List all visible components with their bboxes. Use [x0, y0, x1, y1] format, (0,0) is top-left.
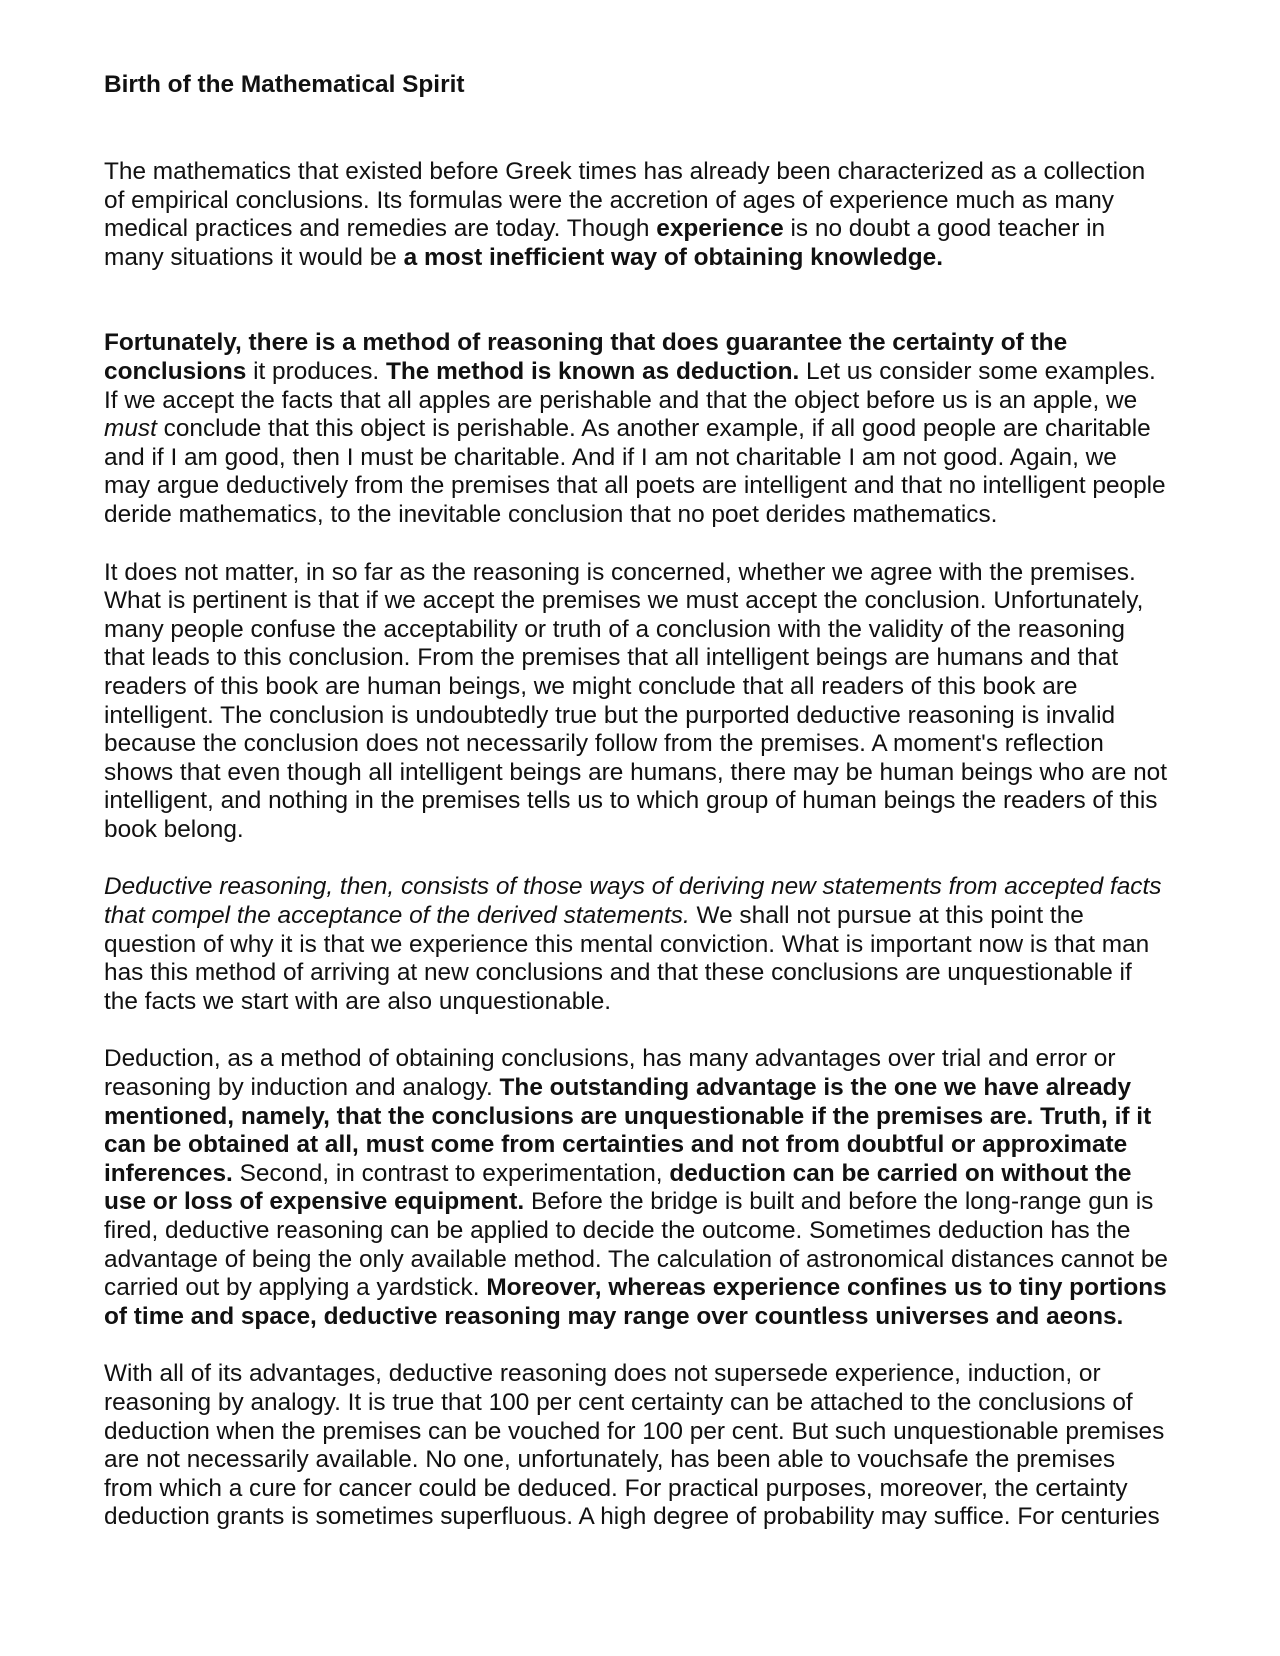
text-line: [104, 587, 1204, 616]
text-line: [104, 444, 1204, 473]
paragraph: [104, 559, 1204, 845]
text-run: medical practices and remedies are today. Though: [104, 215, 657, 243]
text-run: question of why it is that we experience this mental conviction. What is important now is that man: [104, 930, 1150, 958]
text-run: Second, in contrast to experimentation,: [232, 1159, 670, 1187]
text-line: [104, 959, 1204, 988]
text-run: from which a cure for cancer could be deduced. For practical purposes, moreover, the certainty: [104, 1474, 1128, 1502]
text-line: [104, 358, 1204, 387]
text-line: [104, 730, 1204, 759]
text-line: [104, 1446, 1204, 1475]
text-line: [104, 673, 1204, 702]
text-run: What is pertinent is that if we accept the premises we must accept the conclusion. Unfortunately,: [104, 587, 1144, 615]
bold-text-run: of time and space, deductive reasoning may range over countless universes and aeons.: [104, 1302, 1124, 1330]
bold-text-run: inferences.: [104, 1159, 233, 1187]
bold-text-run: The outstanding advantage is the one we have already: [499, 1074, 1132, 1102]
text-run: intelligent. The conclusion is undoubtedly true but the purported deductive reasoning is invalid: [104, 701, 1116, 729]
text-run: It does not matter, in so far as the reasoning is concerned, whether we agree with the premises.: [104, 558, 1136, 586]
text-line: [104, 759, 1204, 788]
text-run: that leads to this conclusion. From the premises that all intelligent beings are humans and that: [104, 644, 1119, 672]
text-line: [104, 1131, 1204, 1160]
text-run: may argue deductively from the premises that all poets are intelligent and that no intelligent people: [104, 472, 1166, 500]
text-line: [104, 1103, 1204, 1132]
bold-text-run: experience: [656, 215, 784, 243]
bold-text-run: conclusions: [104, 357, 247, 385]
bold-text-run: The method is known as deduction.: [385, 357, 800, 385]
text-run: shows that even though all intelligent beings are humans, there may be human beings who are not: [104, 758, 1168, 786]
text-line: [104, 702, 1204, 731]
italic-text-run: Deductive reasoning, then, consists of those ways of deriving new statements from accepted facts: [104, 873, 1162, 901]
text-line: [104, 215, 1204, 244]
text-run: intelligent, and nothing in the premises tells us to which group of human beings the readers of this: [104, 787, 1158, 815]
paragraph: [104, 1045, 1204, 1331]
text-run: deduction when the premises can be vouched for 100 per cent. But such unquestionable premises: [104, 1417, 1165, 1445]
text-line: [104, 1389, 1204, 1418]
text-run: and if I am good, then I must be charitable. And if I am not charitable I am not good. Again, we: [104, 443, 1117, 471]
text-run: readers of this book are human beings, we might conclude that all readers of this book are: [104, 672, 1078, 700]
text-line: [104, 1360, 1204, 1389]
italic-text-run: that compel the acceptance of the derived statements.: [104, 902, 690, 930]
text-line: [104, 501, 1204, 530]
text-run: Deduction, as a method of obtaining conclusions, has many advantages over trial and error or: [104, 1045, 1116, 1073]
text-line: [104, 1475, 1204, 1504]
bold-text-run: deduction can be carried on without the: [669, 1159, 1132, 1187]
text-run: fired, deductive reasoning can be applied to decide the outcome. Sometimes deduction has the: [104, 1217, 1131, 1244]
text-line: [104, 158, 1204, 187]
text-line: [104, 644, 1204, 673]
text-run: carried out by applying a yardstick.: [104, 1274, 487, 1302]
bold-text-run: Fortunately, there is a method of reasoning that does guarantee the certainty of the: [104, 329, 1068, 357]
paragraph: [104, 158, 1204, 272]
text-run: many situations it would be: [104, 243, 404, 271]
paragraph: [104, 873, 1204, 1016]
text-run: book belong.: [104, 815, 244, 843]
text-run: The mathematics that existed before Greek times has already been characterized as a collection: [104, 158, 1146, 185]
text-run: is no doubt a good teacher in: [783, 215, 1106, 243]
paragraph: [104, 329, 1204, 529]
text-run: of empirical conclusions. Its formulas were the accretion of ages of experience much as many: [104, 186, 1114, 214]
text-line: [104, 244, 1204, 273]
document-title: Birth of the Mathematical Spirit: [104, 71, 465, 98]
text-run: We shall not pursue at this point the: [689, 902, 1084, 930]
text-run: deduction grants is sometimes superfluous. A high degree of probability may suffice. For centuries: [104, 1503, 1160, 1531]
text-line: [104, 931, 1204, 960]
bold-text-run: a most inefficient way of obtaining knowledge.: [403, 243, 943, 271]
text-line: [104, 1160, 1204, 1189]
text-run: reasoning by analogy. It is true that 100 per cent certainty can be attached to the conclusions of: [104, 1388, 1133, 1416]
text-run: the facts we start with are also unquestionable.: [104, 987, 612, 1015]
text-line: [104, 873, 1204, 902]
bold-text-run: use or loss of expensive equipment.: [104, 1188, 525, 1216]
text-line: [104, 1188, 1204, 1217]
text-line: [104, 1045, 1204, 1074]
text-line: [104, 1246, 1204, 1275]
text-run: because the conclusion does not necessarily follow from the premises. A moment's reflection: [104, 730, 1104, 758]
text-line: [104, 415, 1204, 444]
text-run: has this method of arriving at new conclusions and that these conclusions are unquestionable if: [104, 959, 1132, 987]
text-line: [104, 787, 1204, 816]
bold-text-run: Moreover, whereas experience confines us to tiny portions: [486, 1274, 1167, 1302]
text-run: If we accept the facts that all apples are perishable and that the object before us is an apple, we: [104, 386, 1138, 414]
bold-text-run: mentioned, namely, that the conclusions are unquestionable if the premises are. Truth, if it: [104, 1102, 1152, 1130]
text-line: [104, 1503, 1204, 1532]
text-line: [104, 559, 1204, 588]
text-line: [104, 1217, 1204, 1246]
bold-text-run: can be obtained at all, must come from certainties and not from doubtful or approximate: [104, 1131, 1128, 1159]
text-run: conclude that this object is perishable. As another example, if all good people are charitable: [156, 415, 1151, 443]
text-line: [104, 616, 1204, 645]
text-line: [104, 816, 1204, 845]
text-line: [104, 329, 1204, 358]
text-run: deride mathematics, to the inevitable conclusion that no poet derides mathematics.: [104, 500, 998, 528]
text-run: it produces.: [246, 357, 386, 385]
text-line: [104, 1274, 1204, 1303]
text-run: advantage of being the only available method. The calculation of astronomical distances cannot be: [104, 1245, 1168, 1273]
paragraph: [104, 1360, 1204, 1532]
text-line: [104, 1418, 1204, 1447]
text-line: [104, 387, 1204, 416]
text-run: many people confuse the acceptability or truth of a conclusion with the validity of the reasoning: [104, 615, 1125, 643]
text-run: Let us consider some examples.: [799, 357, 1156, 385]
text-run: With all of its advantages, deductive reasoning does not supersede experience, induction, or: [104, 1360, 1101, 1388]
document-body: [104, 70, 1204, 1532]
text-line: [104, 1074, 1204, 1103]
italic-text-run: must: [104, 415, 157, 443]
text-line: [104, 902, 1204, 931]
text-line: [104, 472, 1204, 501]
text-line: [104, 1303, 1204, 1332]
text-run: reasoning by induction and analogy.: [104, 1074, 500, 1102]
text-line: [104, 187, 1204, 216]
text-run: Before the bridge is built and before the long-range gun is: [524, 1188, 1154, 1216]
text-run: are not necessarily available. No one, unfortunately, has been able to vouchsafe the premises: [104, 1446, 1116, 1474]
text-line: [104, 988, 1204, 1017]
